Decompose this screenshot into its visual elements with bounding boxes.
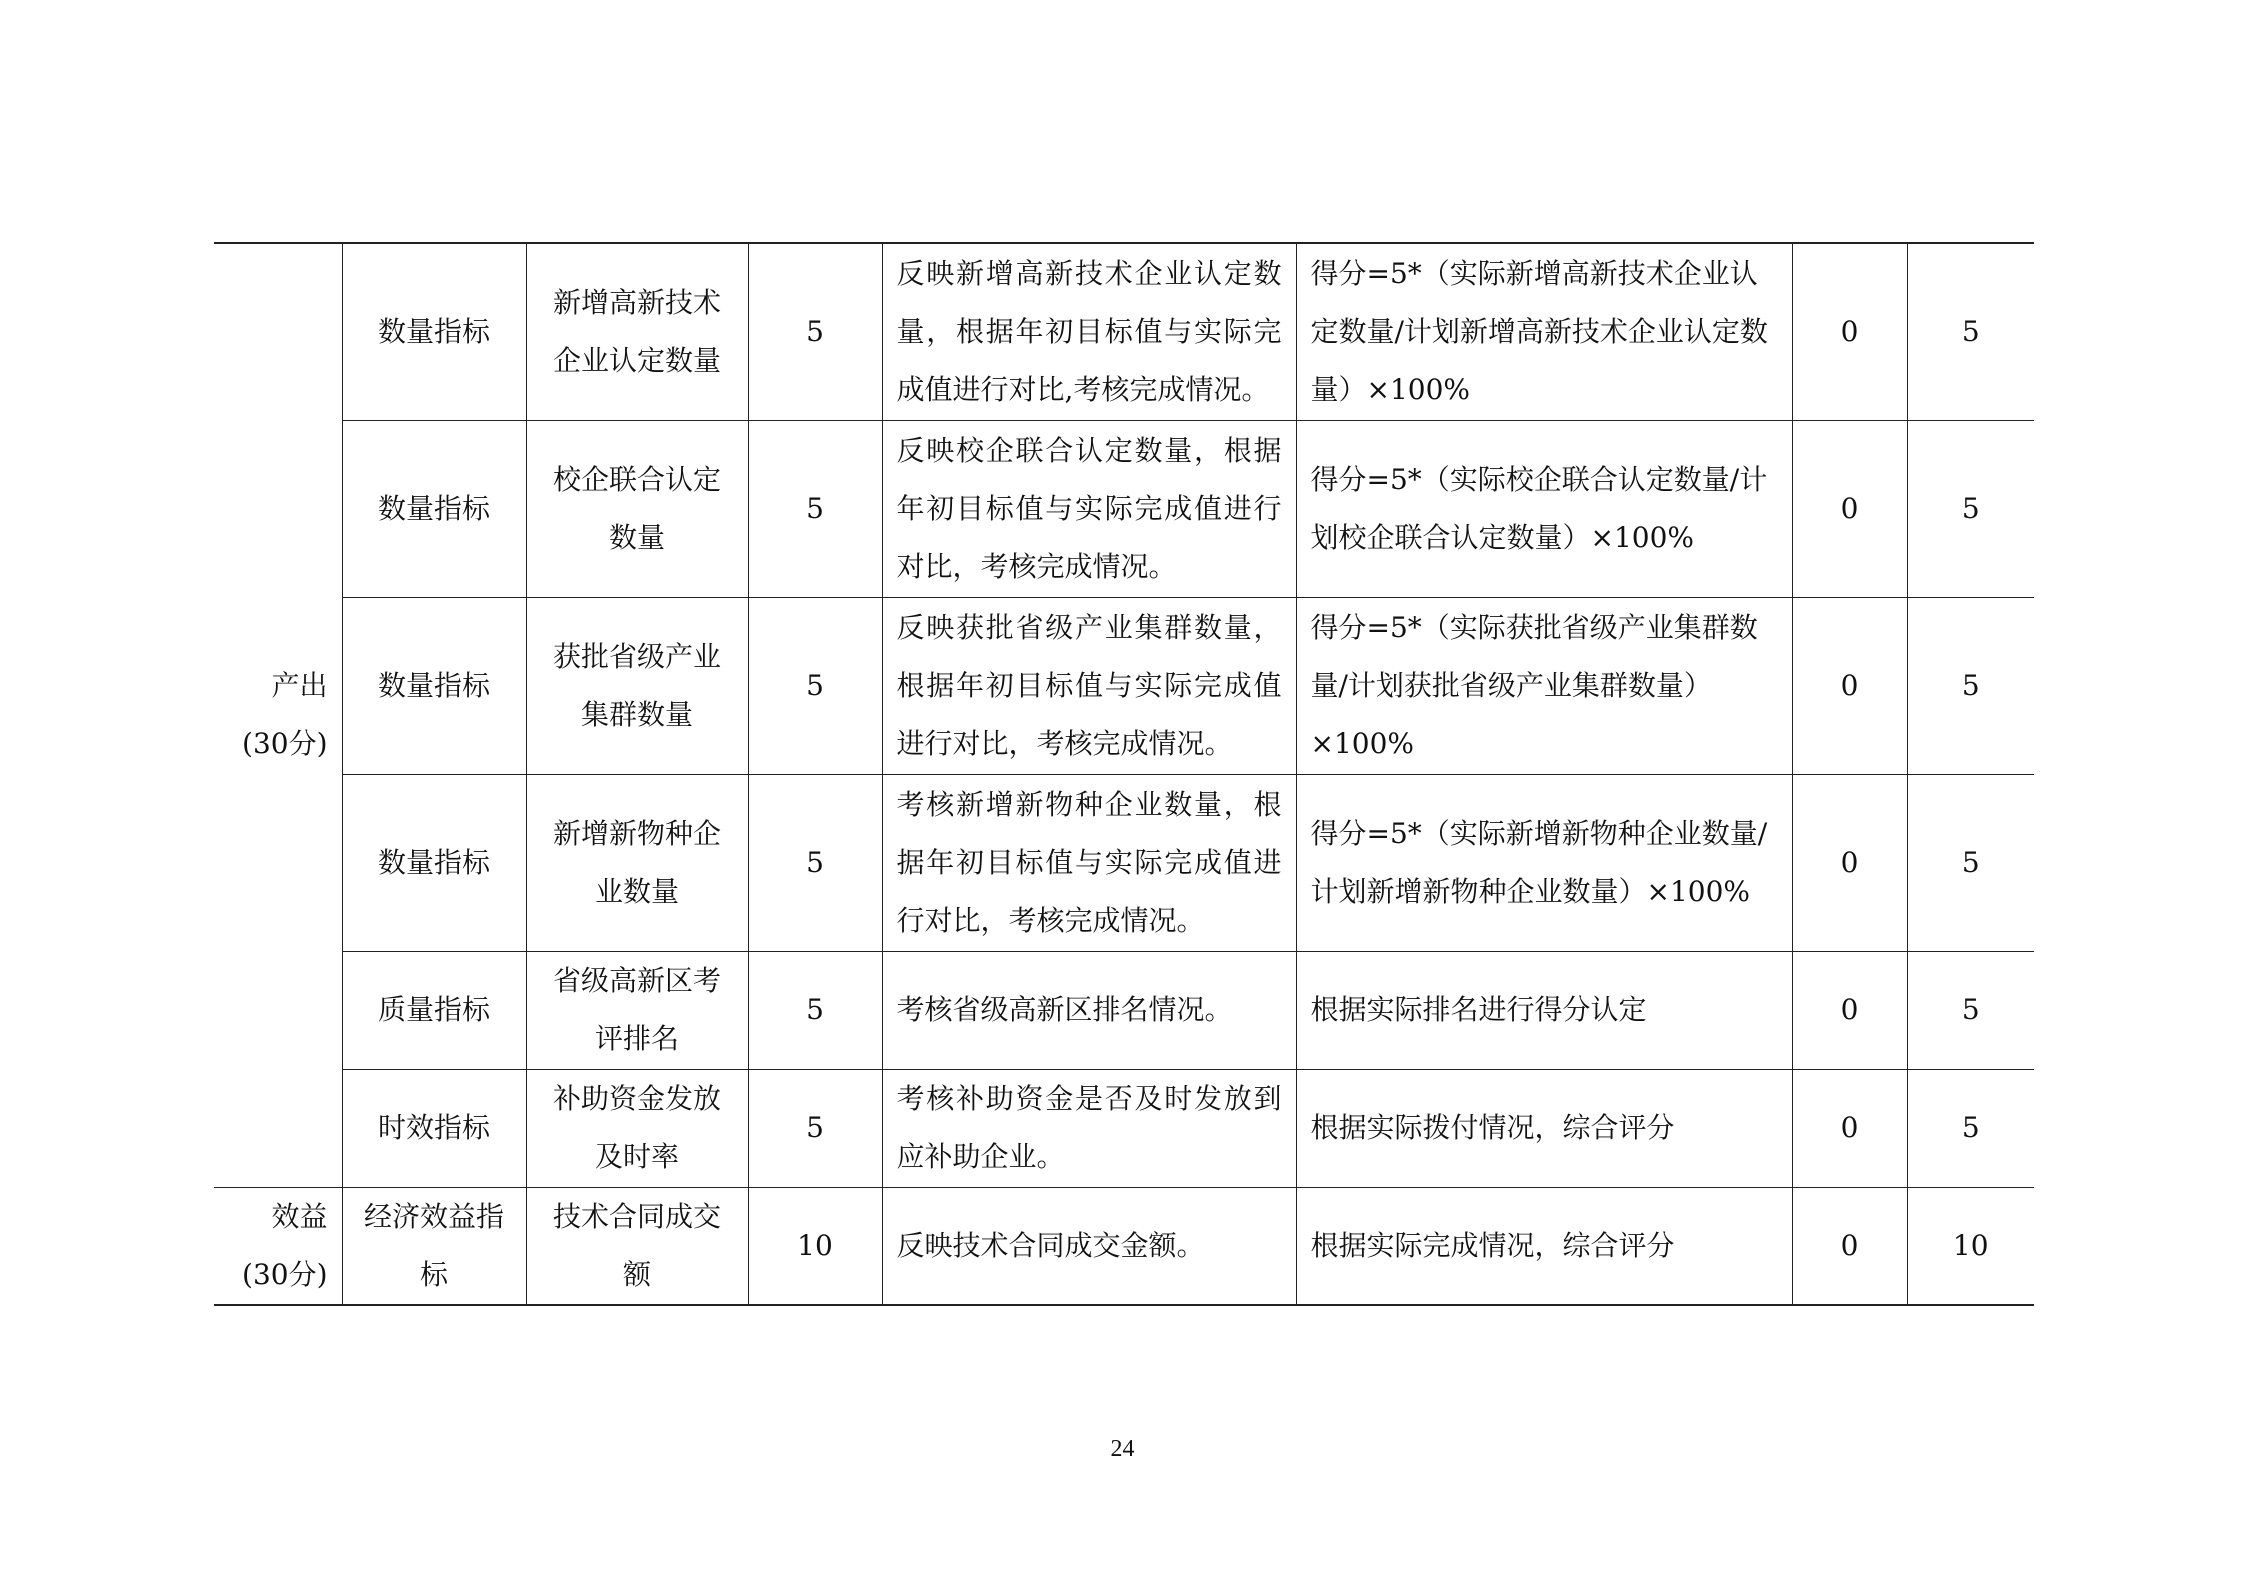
level3-indicator: 技术合同成交额 [526,1187,748,1305]
description-cell: 反映技术合同成交金额。 [882,1187,1296,1305]
description-cell: 考核补助资金是否及时发放到应补助企业。 [882,1069,1296,1187]
weight-cell: 5 [748,420,882,597]
weight-cell: 5 [748,1069,882,1187]
table-row [214,951,2034,1069]
score-cell: 5 [1907,420,2034,597]
deduction-cell: 0 [1792,774,1907,951]
score-cell: 5 [1907,951,2034,1069]
level3-indicator: 新增高新技术企业认定数量 [526,243,748,420]
category-cell: 效益(30分) [214,1187,342,1305]
scoring-method-cell: 得分=5*（实际新增新物种企业数量/计划新增新物种企业数量）×100% [1296,774,1792,951]
scoring-method-cell: 得分=5*（实际获批省级产业集群数量/计划获批省级产业集群数量）×100% [1296,597,1792,774]
weight-cell: 5 [748,243,882,420]
score-cell: 10 [1907,1187,2034,1305]
description-cell: 反映新增高新技术企业认定数量，根据年初目标值与实际完成值进行对比,考核完成情况。 [882,243,1296,420]
level2-indicator: 数量指标 [342,597,526,774]
score-cell: 5 [1907,243,2034,420]
table-row [214,774,2034,951]
level3-indicator: 获批省级产业集群数量 [526,597,748,774]
deduction-cell: 0 [1792,1069,1907,1187]
deduction-cell: 0 [1792,1187,1907,1305]
scoring-method-cell: 根据实际拨付情况，综合评分 [1296,1069,1792,1187]
scoring-method-cell: 根据实际排名进行得分认定 [1296,951,1792,1069]
level3-indicator: 校企联合认定数量 [526,420,748,597]
scoring-method-cell: 得分=5*（实际校企联合认定数量/计划校企联合认定数量）×100% [1296,420,1792,597]
indicator-table [214,242,2034,1306]
level2-indicator: 数量指标 [342,243,526,420]
level3-indicator: 补助资金发放及时率 [526,1069,748,1187]
table-row [214,420,2034,597]
table-row [214,1069,2034,1187]
weight-cell: 5 [748,597,882,774]
level3-indicator: 新增新物种企业数量 [526,774,748,951]
description-cell: 考核新增新物种企业数量，根据年初目标值与实际完成值进行对比，考核完成情况。 [882,774,1296,951]
deduction-cell: 0 [1792,243,1907,420]
level2-indicator: 数量指标 [342,774,526,951]
weight-cell: 10 [748,1187,882,1305]
scoring-method-cell: 得分=5*（实际新增高新技术企业认定数量/计划新增高新技术企业认定数量）×100% [1296,243,1792,420]
table-row [214,1187,2034,1305]
description-cell: 反映校企联合认定数量，根据年初目标值与实际完成值进行对比，考核完成情况。 [882,420,1296,597]
page-number: 24 [1110,1436,1135,1462]
deduction-cell: 0 [1792,420,1907,597]
description-cell: 考核省级高新区排名情况。 [882,951,1296,1069]
deduction-cell: 0 [1792,597,1907,774]
table-row [214,243,2034,420]
level2-indicator: 经济效益指标 [342,1187,526,1305]
weight-cell: 5 [748,774,882,951]
description-cell: 反映获批省级产业集群数量，根据年初目标值与实际完成值进行对比，考核完成情况。 [882,597,1296,774]
weight-cell: 5 [748,951,882,1069]
score-cell: 5 [1907,774,2034,951]
category-cell: 产出(30分) [214,243,342,1187]
scoring-method-cell: 根据实际完成情况，综合评分 [1296,1187,1792,1305]
score-cell: 5 [1907,597,2034,774]
level3-indicator: 省级高新区考评排名 [526,951,748,1069]
score-cell: 5 [1907,1069,2034,1187]
table-row [214,597,2034,774]
deduction-cell: 0 [1792,951,1907,1069]
level2-indicator: 质量指标 [342,951,526,1069]
level2-indicator: 时效指标 [342,1069,526,1187]
level2-indicator: 数量指标 [342,420,526,597]
